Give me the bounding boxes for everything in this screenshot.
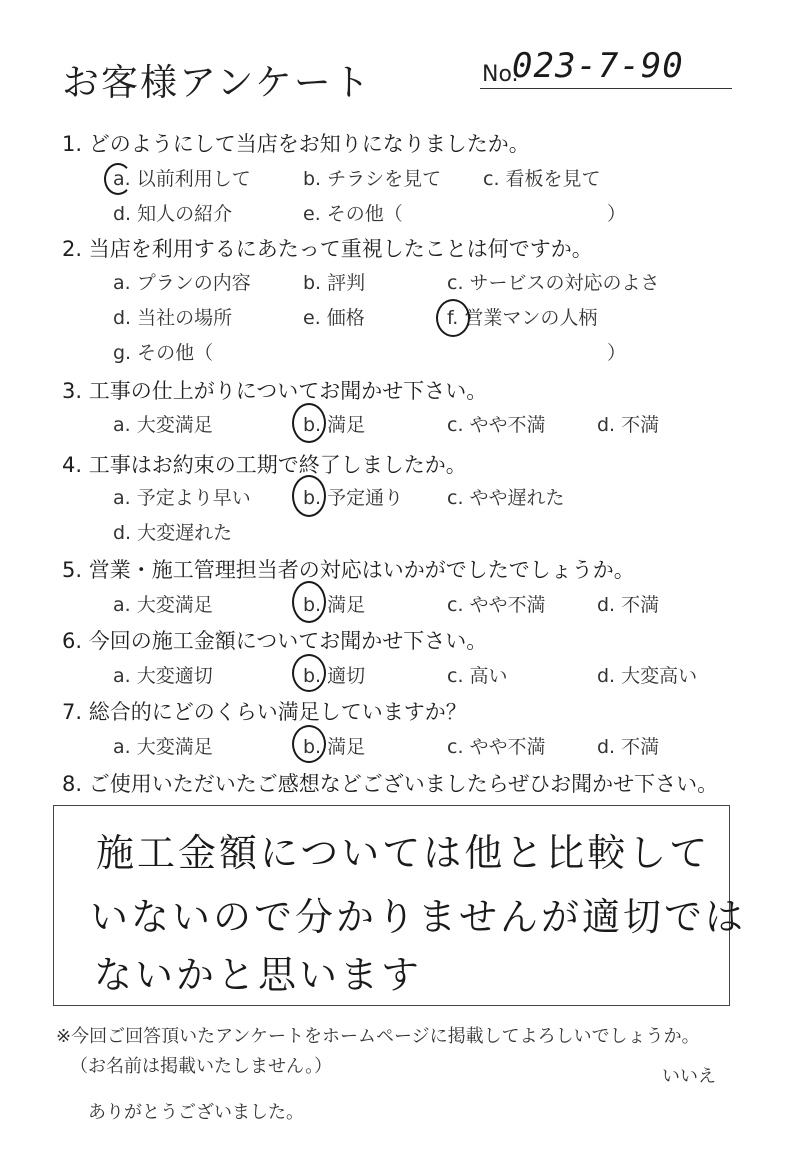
question-6: 6. 今回の施工金額についてお聞かせ下さい。 <box>62 629 488 653</box>
q7-option-c[interactable]: c. やや不満 <box>447 736 546 758</box>
question-8: 8. ご使用いただいたご感想などございましたらぜひお聞かせ下さい。 <box>62 772 719 796</box>
q3-option-d[interactable]: d. 不満 <box>597 414 660 436</box>
q5-answer-circle <box>292 581 326 623</box>
q2-option-a[interactable]: a. プランの内容 <box>113 272 251 294</box>
q3-option-b[interactable]: b. 満足 <box>303 414 366 436</box>
q2-option-b[interactable]: b. 評判 <box>303 272 366 294</box>
q7-option-a[interactable]: a. 大変満足 <box>113 736 213 758</box>
question-3: 3. 工事の仕上がりについてお聞かせ下さい。 <box>62 379 488 403</box>
q3-option-c[interactable]: c. やや不満 <box>447 414 546 436</box>
q1-option-d[interactable]: d. 知人の紹介 <box>113 203 233 225</box>
question-7: 7. 総合的にどのくらい満足していますか？ <box>62 700 467 724</box>
publish-answer: いいえ <box>662 1066 716 1087</box>
q4-option-c[interactable]: c. やや遅れた <box>447 487 565 509</box>
question-5: 5. 営業・施工管理担当者の対応はいかがでしたでしょうか。 <box>62 558 635 582</box>
comment-line-2: いないので分かりませんが適切では <box>90 895 747 939</box>
q4-option-b[interactable]: b. 予定通り <box>303 487 404 509</box>
question-2: 2. 当店を利用するにあたって重視したことは何ですか。 <box>62 237 593 261</box>
q4-option-d[interactable]: d. 大変遅れた <box>113 522 233 544</box>
number-underline <box>480 88 732 89</box>
q4-option-a[interactable]: a. 予定より早い <box>113 487 251 509</box>
q7-answer-circle <box>292 725 326 763</box>
q2-answer-circle <box>436 299 470 337</box>
q1-option-e-close: ） <box>607 203 627 225</box>
question-4: 4. 工事はお約束の工期で終了しましたか。 <box>62 453 467 477</box>
q6-option-d[interactable]: d. 大変高い <box>597 665 698 687</box>
q4-answer-circle <box>292 475 326 517</box>
q2-option-g[interactable]: g. その他（ <box>113 342 214 364</box>
q1-answer-circle <box>104 163 132 195</box>
q2-option-e[interactable]: e. 価格 <box>303 307 365 329</box>
thanks-text: ありがとうございました。 <box>88 1102 304 1123</box>
q6-option-b[interactable]: b. 適切 <box>303 665 366 687</box>
q1-option-c[interactable]: c. 看板を見て <box>483 168 601 190</box>
q6-answer-circle <box>292 654 326 692</box>
q3-option-a[interactable]: a. 大変満足 <box>113 414 213 436</box>
question-1: 1. どのようにして当店をお知りになりましたか。 <box>62 132 530 156</box>
publish-note: （お名前は掲載いたしません。） <box>70 1056 333 1077</box>
q1-option-b[interactable]: b. チラシを見て <box>303 168 442 190</box>
q1-option-a[interactable]: a. 以前利用して <box>113 168 251 190</box>
number-value: 023-7-90 <box>512 46 684 86</box>
q2-option-c[interactable]: c. サービスの対応のよさ <box>447 272 660 294</box>
q5-option-c[interactable]: c. やや不満 <box>447 594 546 616</box>
q5-option-a[interactable]: a. 大変満足 <box>113 594 213 616</box>
comment-line-1: 施工金額については他と比較して <box>96 831 711 875</box>
publish-question: ※今回ご回答頂いたアンケートをホームページに掲載してよろしいでしょうか。 <box>56 1026 700 1047</box>
q5-option-b[interactable]: b. 満足 <box>303 594 366 616</box>
q6-option-a[interactable]: a. 大変適切 <box>113 665 213 687</box>
q2-option-d[interactable]: d. 当社の場所 <box>113 307 233 329</box>
q3-answer-circle <box>292 403 326 443</box>
q2-option-g-close: ） <box>607 342 627 364</box>
q5-option-d[interactable]: d. 不満 <box>597 594 660 616</box>
comment-line-3: ないかと思います <box>94 953 423 997</box>
q7-option-d[interactable]: d. 不満 <box>597 736 660 758</box>
q6-option-c[interactable]: c. 高い <box>447 665 508 687</box>
q2-option-f[interactable]: f. 営業マンの人柄 <box>447 307 598 329</box>
q1-option-e[interactable]: e. その他（ <box>303 203 403 225</box>
survey-title: お客様アンケート <box>62 61 372 104</box>
number-label: No. <box>482 62 519 87</box>
q7-option-b[interactable]: b. 満足 <box>303 736 366 758</box>
